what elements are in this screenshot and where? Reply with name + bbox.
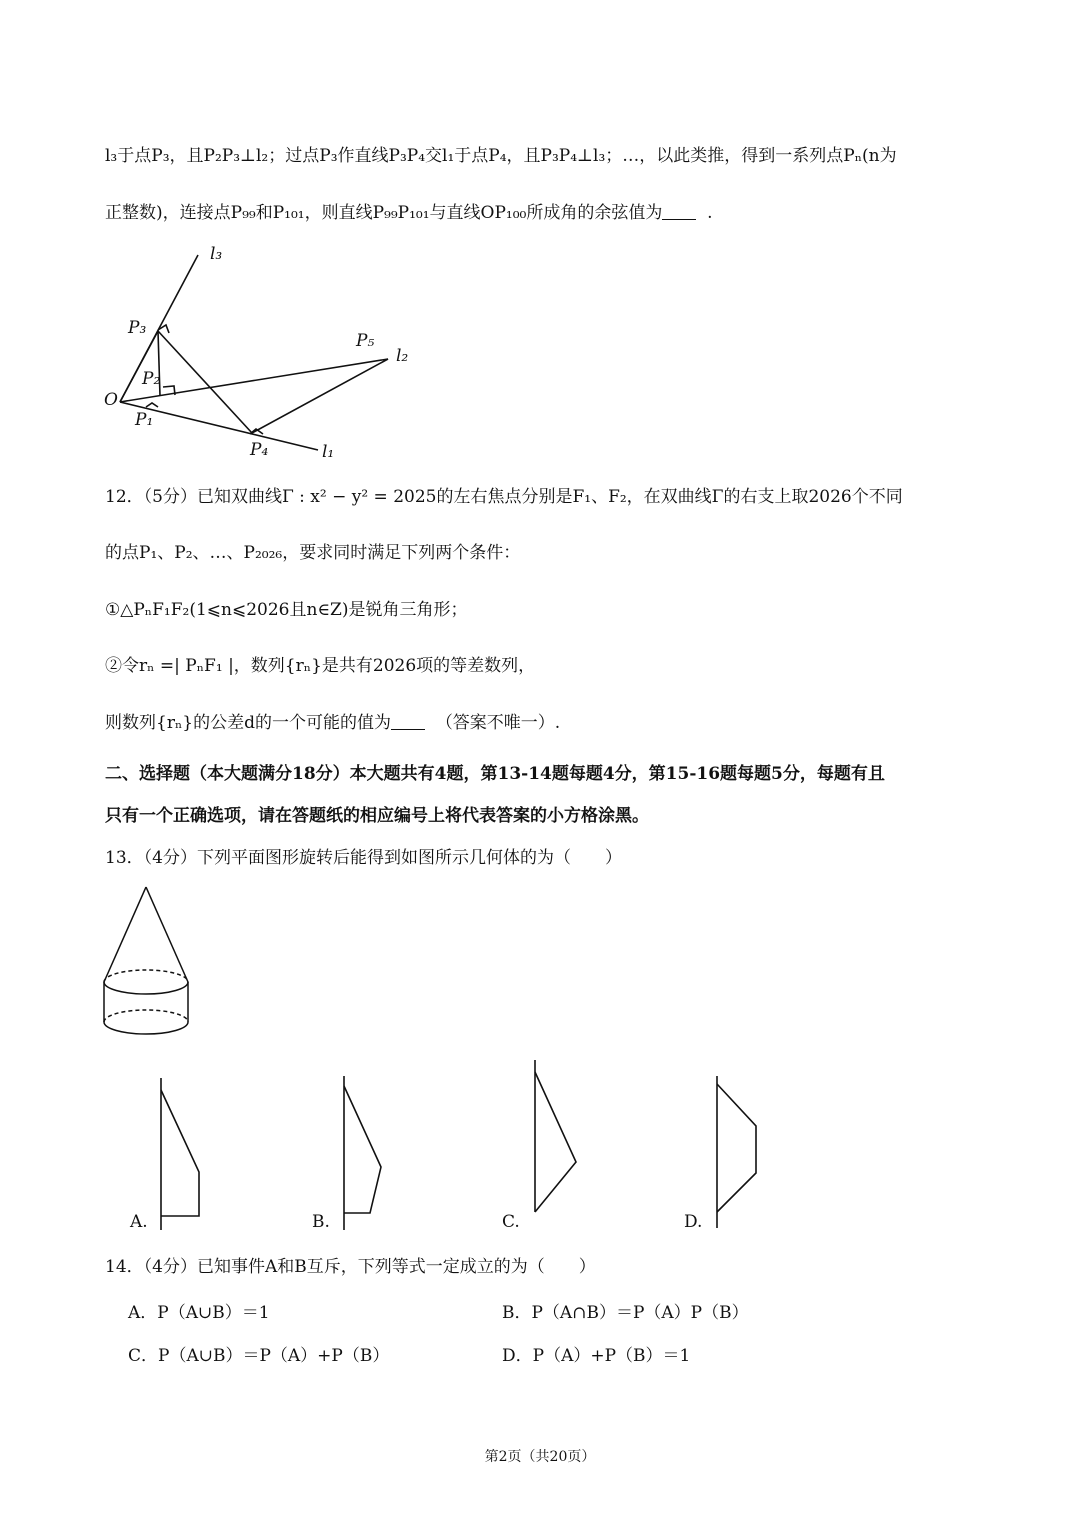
optA-shape (161, 1090, 199, 1216)
q11-line2-end: . (707, 203, 713, 223)
label-P4: P₄ (250, 440, 269, 460)
bottom-ellipse-back (104, 1010, 188, 1022)
q14-option-c[interactable]: C．P（A∪B）＝P（A）+P（B） (128, 1346, 390, 1366)
q12-line5 (105, 711, 560, 735)
label-l3: l₃ (210, 244, 223, 264)
q11-line1: l₃于点P₃，且P₂P₃⊥l₂；过点P₃作直线P₃P₄交l₁于点P₄，且P₃P₄⊥l₃；…，以此类推，得到一系列点Pₙ(n为 (105, 146, 897, 166)
top-ellipse-back (104, 970, 188, 982)
q12-line5-note: （答案不唯一）. (435, 713, 561, 733)
right-angle-P4 (250, 429, 263, 434)
seg-P3P4 (158, 331, 252, 433)
optD-shape (717, 1084, 756, 1212)
label-O: O (104, 390, 118, 410)
q14-option-d[interactable]: D．P（A）+P（B）＝1 (502, 1346, 691, 1366)
label-l1: l₁ (322, 442, 335, 462)
label-P5: P₅ (356, 331, 375, 351)
q12-line1: 12．（5分）已知双曲线Γ : x² − y² = 2025的左右焦点分别是F₁、F₂，在双曲线Γ的右支上取2026个不同 (105, 487, 903, 507)
label-l2: l₂ (396, 346, 409, 366)
bottom-ellipse-front (104, 1022, 188, 1034)
q12-line5-text: 则数列{rₙ}的公差d的一个可能的值为 (105, 713, 391, 733)
q13-stem: 13．（4分）下列平面图形旋转后能得到如图所示几何体的为（ ） (105, 848, 622, 868)
q13-option-c[interactable]: C. (502, 1212, 520, 1232)
page-footer: 第2页（共20页） (484, 1449, 596, 1465)
label-P1: P₁ (135, 410, 154, 430)
top-ellipse-front (104, 982, 188, 994)
right-angle-P1 (146, 403, 158, 407)
q11-line2 (105, 201, 713, 225)
q12-cond2: ②令rₙ =| PₙF₁ |，数列{rₙ}是共有2026项的等差数列， (105, 656, 536, 676)
q14-option-b[interactable]: B．P（A∩B）＝P（A）P（B） (502, 1303, 749, 1323)
q13-solid-figure (100, 880, 200, 1040)
q13-option-b[interactable]: B. (312, 1212, 330, 1232)
q14-option-a[interactable]: A．P（A∪B）＝1 (128, 1303, 270, 1323)
cone-left-edge (104, 887, 146, 982)
optC-shape (535, 1072, 576, 1212)
answer-blank (662, 203, 696, 220)
q13-option-d[interactable]: D. (684, 1212, 703, 1232)
q11-line2-text: 正整数)，连接点P₉₉和P₁₀₁，则直线P₉₉P₁₀₁与直线OP₁₀₀所成角的余弦值为 (105, 203, 663, 223)
answer-blank (391, 713, 425, 730)
q14-stem: 14．（4分）已知事件A和B互斥，下列等式一定成立的为（ ） (105, 1257, 596, 1277)
q13-option-a[interactable]: A. (130, 1212, 148, 1232)
cone-right-edge (146, 887, 188, 982)
seg-OP3 (120, 331, 161, 402)
q12-line2: 的点P₁、P₂、…、P₂₀₂₆，要求同时满足下列两个条件： (105, 543, 521, 563)
q12-cond1: ①△PₙF₁F₂(1⩽n⩽2026且n∈Z)是锐角三角形； (105, 600, 468, 620)
fig11-diagram (100, 240, 420, 470)
section2-line1: 二、选择题（本大题满分18分）本大题共有4题，第13-14题每题4分，第15-16题每题5分，每题有且 (105, 764, 885, 784)
label-P3: P₃ (128, 318, 147, 338)
section2-line2: 只有一个正确选项，请在答题纸的相应编号上将代表答案的小方格涂黑。 (105, 806, 649, 826)
label-P2: P₂ (142, 369, 161, 389)
optB-shape (344, 1086, 381, 1213)
option-figures (140, 1060, 800, 1230)
